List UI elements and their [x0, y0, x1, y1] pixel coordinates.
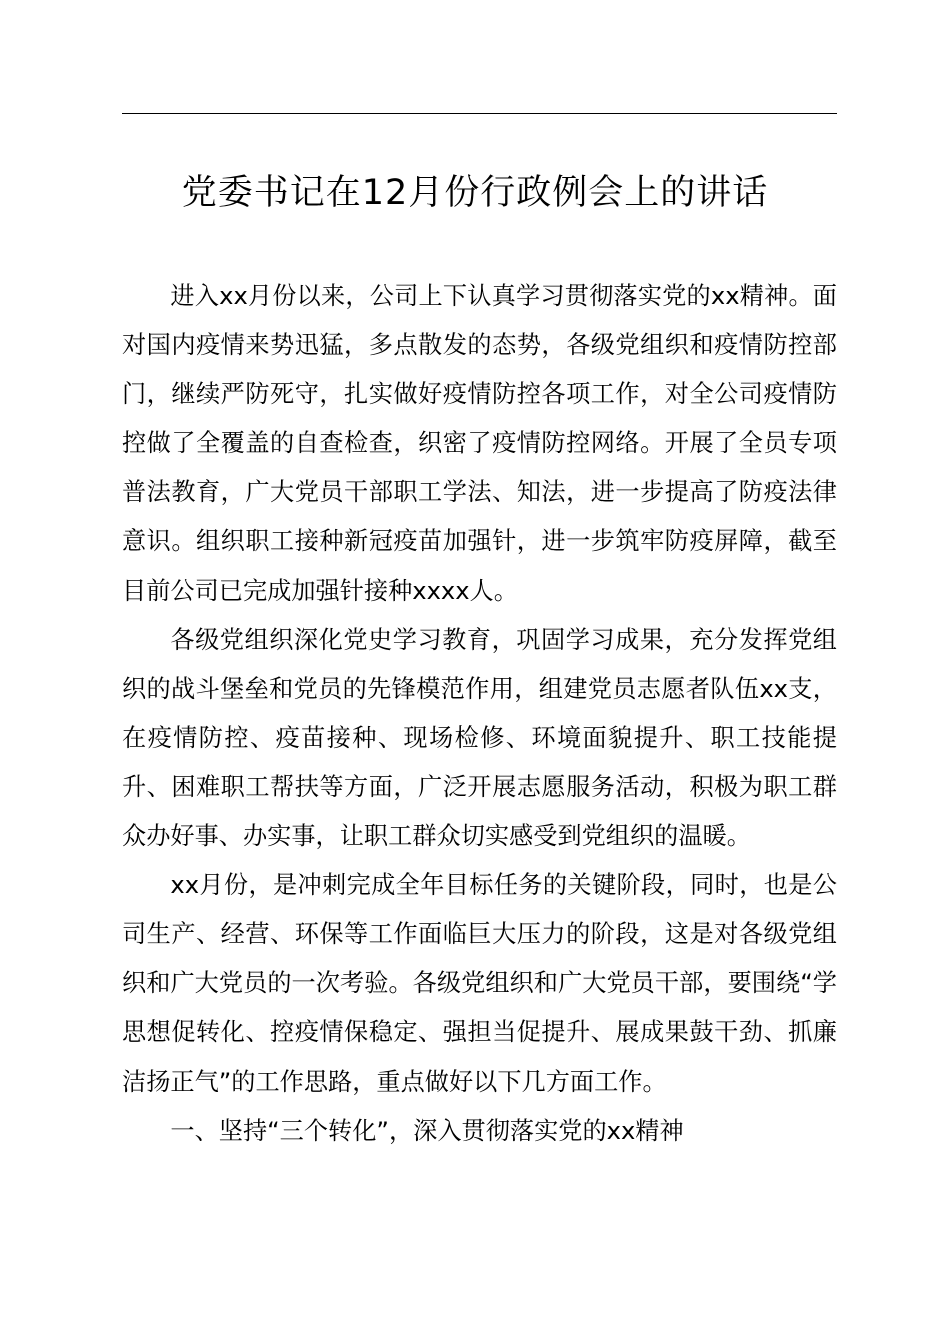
section-heading-1: 一、坚持“三个转化”，深入贯彻落实党的xx精神: [170, 1116, 684, 1145]
header-rule: [122, 113, 837, 114]
paragraph-3: xx月份，是冲刺完成全年目标任务的关键阶段，同时，也是公司生产、经营、环保等工作面临巨大压力的阶段，这是对各级党组织和广大党员的一次考验。各级党组织和广大党员干部，要围绕“学思想促转化、控疫情保稳定、强担当促提升、展成果鼓干劲、抓廉洁扬正气”的工作思路，重点做好以下几方面工作。: [122, 871, 837, 1096]
document-body: [122, 272, 837, 1156]
paragraph-2: 各级党组织深化党史学习教育，巩固学习成果，充分发挥党组织的战斗堡垒和党员的先锋模范作用，组建党员志愿者队伍xx支，在疫情防控、疫苗接种、现场检修、环境面貌提升、职工技能提升、困难职工帮扶等方面，广泛开展志愿服务活动，积极为职工群众办好事、办实事，让职工群众切实感受到党组织的温暖。: [122, 625, 837, 851]
paragraph-1: 进入xx月份以来，公司上下认真学习贯彻落实党的xx精神。面对国内疫情来势迅猛，多点散发的态势，各级党组织和疫情防控部门，继续严防死守，扎实做好疫情防控各项工作，对全公司疫情防控做了全覆盖的自查检查，织密了疫情防控网络。开展了全员专项普法教育，广大党员干部职工学法、知法，进一步提高了防疫法律意识。组织职工接种新冠疫苗加强针，进一步筑牢防疫屏障，截至目前公司已完成加强针接种xxxx人。: [122, 282, 837, 605]
document-title: 党委书记在12月份行政例会上的讲话: [181, 173, 769, 213]
